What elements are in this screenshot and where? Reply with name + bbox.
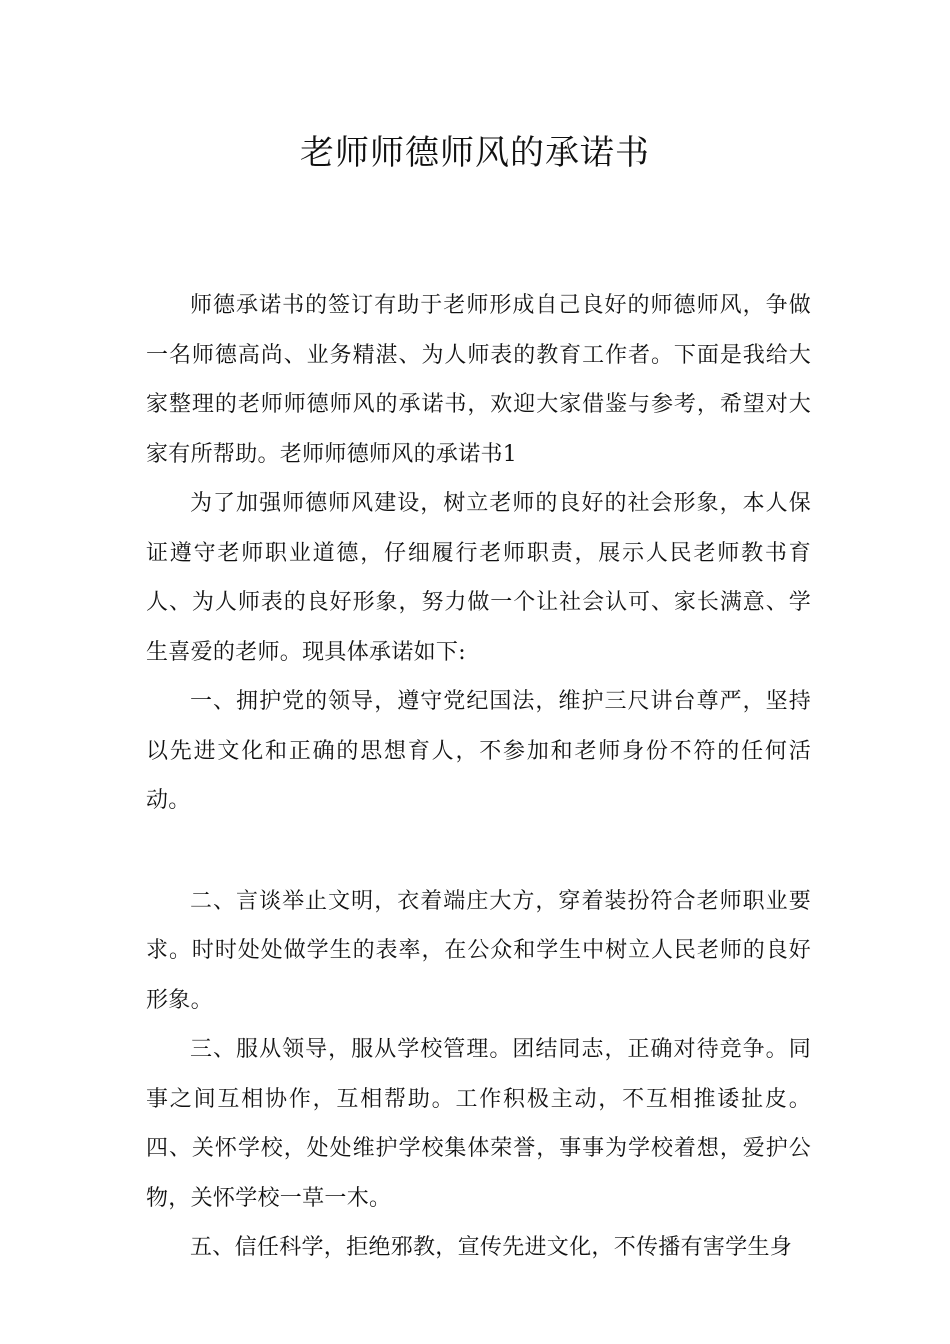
paragraph-item-3-4: 三、服从领导，服从学校管理。团结同志，正确对待竞争。同事之间互相协作，互相帮助。工作积极主动，不互相推诿扯皮。四、关怀学校，处处维护学校集体荣誉，事事为学校着想，爱护公物，关怀学校一草一木。: [146, 1037, 811, 1211]
paragraph-item-5: 五、信任科学，拒绝邪教，宣传先进文化，不传播有害学生身: [190, 1235, 793, 1260]
document-body: [146, 281, 811, 1273]
paragraph-pledge-intro: 为了加强师德师风建设，树立老师的良好的社会形象，本人保证遵守老师职业道德，仔细履行老师职责，展示人民老师教书育人、为人师表的良好形象，努力做一个让社会认可、家长满意、学生喜爱的老师。现具体承诺如下:: [146, 491, 811, 665]
paragraph-intro: 师德承诺书的签订有助于老师形成自己良好的师德师风，争做一名师德高尚、业务精湛、为人师表的教育工作者。下面是我给大家整理的老师师德师风的承诺书，欢迎大家借鉴与参考，希望对大家有所帮助。老师师德师风的承诺书1: [146, 293, 811, 467]
paragraph-item-1: 一、拥护党的领导，遵守党纪国法，维护三尺讲台尊严，坚持以先进文化和正确的思想育人，不参加和老师身份不符的任何活动。: [146, 689, 811, 813]
paragraph-item-2: 二、言谈举止文明，衣着端庄大方，穿着装扮符合老师职业要求。时时处处做学生的表率，在公众和学生中树立人民老师的良好形象。: [146, 888, 811, 1013]
document-title: 老师师德师风的承诺书: [300, 133, 650, 173]
